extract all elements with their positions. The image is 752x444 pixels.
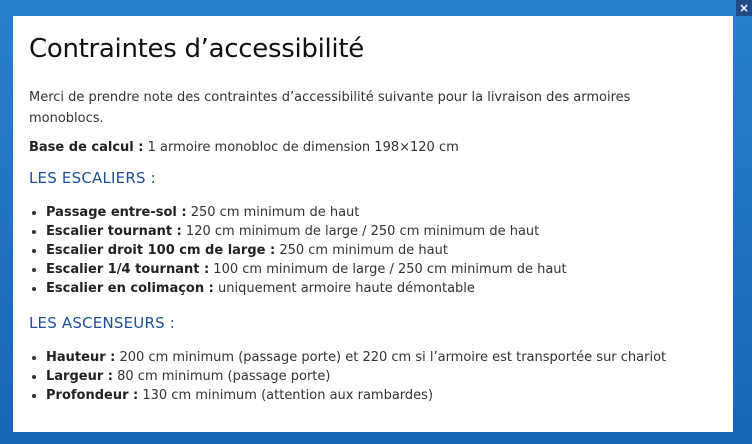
item-label: Passage entre-sol :	[46, 205, 187, 220]
accessibility-dialog	[13, 16, 733, 432]
list-item	[46, 367, 717, 386]
item-value: 200 cm minimum (passage porte) et 220 cm si l’armoire est transportée sur chariot	[115, 350, 667, 365]
section-heading-elevators: LES ASCENSEURS :	[29, 314, 176, 332]
basis-value: 1 armoire monobloc de dimension 198×120 cm	[143, 140, 459, 155]
list-item	[46, 279, 717, 298]
list-item	[46, 386, 717, 405]
calculation-basis	[29, 137, 717, 158]
item-label: Escalier droit 100 cm de large :	[46, 243, 276, 258]
item-label: Escalier 1/4 tournant :	[46, 262, 210, 277]
basis-label: Base de calcul :	[29, 140, 144, 155]
close-icon: ×	[738, 1, 750, 15]
item-value: 250 cm minimum de haut	[186, 205, 360, 220]
elevators-list	[29, 348, 717, 405]
item-value: uniquement armoire haute démontable	[213, 281, 475, 296]
list-item	[46, 348, 717, 367]
item-value: 130 cm minimum (attention aux rambardes)	[138, 388, 434, 403]
list-item	[46, 260, 717, 279]
item-label: Escalier en colimaçon :	[46, 281, 214, 296]
list-item	[46, 203, 717, 222]
dialog-title: Contraintes d’accessibilité	[29, 34, 364, 64]
item-value: 80 cm minimum (passage porte)	[112, 369, 331, 384]
item-label: Profondeur :	[46, 388, 139, 403]
stairs-list	[29, 203, 717, 298]
item-value: 120 cm minimum de large / 250 cm minimum de haut	[181, 224, 540, 239]
close-button[interactable]	[736, 0, 752, 16]
list-item	[46, 241, 717, 260]
list-item	[46, 222, 717, 241]
item-value: 100 cm minimum de large / 250 cm minimum de haut	[209, 262, 567, 277]
intro-text: Merci de prendre note des contraintes d’accessibilité suivante pour la livraison des armoires monoblocs.	[29, 90, 631, 126]
item-label: Hauteur :	[46, 350, 116, 365]
section-heading-stairs: LES ESCALIERS :	[29, 169, 156, 187]
item-value: 250 cm minimum de haut	[275, 243, 448, 258]
item-label: Largeur :	[46, 369, 113, 384]
item-label: Escalier tournant :	[46, 224, 182, 239]
